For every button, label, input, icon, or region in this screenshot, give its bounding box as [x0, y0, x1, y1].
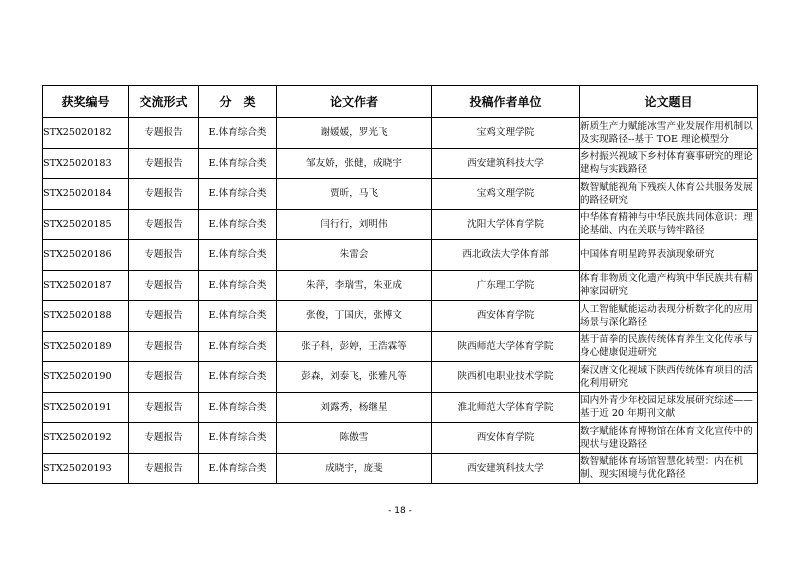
cell-format: 专题报告	[129, 179, 199, 210]
cell-institution: 西安体育学院	[432, 301, 580, 332]
table-row	[43, 270, 758, 301]
cell-format: 专题报告	[129, 362, 199, 393]
cell-title: 乡村振兴视域下乡村体育赛事研究的理论建构与实践路径	[580, 148, 758, 179]
table-row	[43, 148, 758, 179]
cell-category: E.体育综合类	[199, 118, 277, 149]
cell-format: 专题报告	[129, 209, 199, 240]
cell-title: 体育非物质文化遗产构筑中华民族共有精神家园研究	[580, 270, 758, 301]
cell-authors: 陈傲雪	[277, 423, 432, 454]
table-header-row	[43, 86, 758, 118]
cell-institution: 西安体育学院	[432, 423, 580, 454]
cell-format: 专题报告	[129, 148, 199, 179]
award-table	[42, 85, 758, 484]
header-institution: 投稿作者单位	[432, 86, 580, 118]
cell-institution: 宝鸡文理学院	[432, 118, 580, 149]
cell-award-id: STX25020193	[43, 453, 129, 484]
table-row	[43, 301, 758, 332]
cell-category: E.体育综合类	[199, 270, 277, 301]
cell-institution: 西北政法大学体育部	[432, 240, 580, 271]
cell-award-id: STX25020189	[43, 331, 129, 362]
cell-title: 基于苗拳的民族传统体育养生文化传承与身心健康促进研究	[580, 331, 758, 362]
cell-authors: 成晓宇，庞斐	[277, 453, 432, 484]
cell-institution: 陕西机电职业技术学院	[432, 362, 580, 393]
cell-institution: 宝鸡文理学院	[432, 179, 580, 210]
header-category: 分 类	[199, 86, 277, 118]
cell-title: 数字赋能体育博物馆在体育文化宣传中的现状与建设路径	[580, 423, 758, 454]
cell-category: E.体育综合类	[199, 301, 277, 332]
cell-category: E.体育综合类	[199, 453, 277, 484]
cell-format: 专题报告	[129, 270, 199, 301]
table-row	[43, 118, 758, 149]
cell-authors: 张俊，丁国庆，张博文	[277, 301, 432, 332]
cell-institution: 陕西师范大学体育学院	[432, 331, 580, 362]
cell-title: 数智赋能体育场馆智慧化转型：内在机制、现实困境与优化路径	[580, 453, 758, 484]
header-authors: 论文作者	[277, 86, 432, 118]
table-row	[43, 453, 758, 484]
cell-authors: 贾昕，马飞	[277, 179, 432, 210]
page-number: - 18 -	[388, 506, 412, 516]
cell-title: 人工智能赋能运动表现分析数字化的应用场景与深化路径	[580, 301, 758, 332]
cell-title: 秦汉唐文化视域下陕西传统体育项目的活化利用研究	[580, 362, 758, 393]
header-title: 论文题目	[580, 86, 758, 118]
table-row	[43, 423, 758, 454]
cell-title: 中国体育明星跨界表演现象研究	[580, 240, 758, 271]
cell-institution: 广东理工学院	[432, 270, 580, 301]
cell-award-id: STX25020191	[43, 392, 129, 423]
cell-category: E.体育综合类	[199, 392, 277, 423]
cell-format: 专题报告	[129, 331, 199, 362]
cell-format: 专题报告	[129, 392, 199, 423]
cell-authors: 朱雷会	[277, 240, 432, 271]
cell-authors: 闫行行，刘明伟	[277, 209, 432, 240]
cell-institution: 西安建筑科技大学	[432, 148, 580, 179]
cell-authors: 彭森，刘泰飞，张雅凡等	[277, 362, 432, 393]
cell-title: 数智赋能视角下残疾人体育公共服务发展的路径研究	[580, 179, 758, 210]
cell-authors: 张子科，彭婷，王浩霖等	[277, 331, 432, 362]
cell-award-id: STX25020185	[43, 209, 129, 240]
header-id: 获奖编号	[43, 86, 129, 118]
cell-title: 新质生产力赋能冰雪产业发展作用机制以及实现路径--基于 TOE 理论模型分	[580, 118, 758, 149]
cell-category: E.体育综合类	[199, 240, 277, 271]
cell-institution: 淮北师范大学体育学院	[432, 392, 580, 423]
cell-title: 中华体育精神与中华民族共同体意识：理论基础、内在关联与铸牢路径	[580, 209, 758, 240]
cell-award-id: STX25020186	[43, 240, 129, 271]
cell-institution: 西安建筑科技大学	[432, 453, 580, 484]
cell-category: E.体育综合类	[199, 179, 277, 210]
cell-format: 专题报告	[129, 240, 199, 271]
cell-category: E.体育综合类	[199, 209, 277, 240]
table-row	[43, 331, 758, 362]
cell-authors: 谢媛媛，罗光飞	[277, 118, 432, 149]
cell-authors: 刘露秀，杨继星	[277, 392, 432, 423]
table-row	[43, 240, 758, 271]
cell-award-id: STX25020188	[43, 301, 129, 332]
cell-authors: 朱萍，李瑞雪，朱亚成	[277, 270, 432, 301]
cell-award-id: STX25020183	[43, 148, 129, 179]
cell-title: 国内外青少年校园足球发展研究综述——基于近 20 年期刊文献	[580, 392, 758, 423]
cell-format: 专题报告	[129, 453, 199, 484]
cell-format: 专题报告	[129, 423, 199, 454]
cell-category: E.体育综合类	[199, 423, 277, 454]
table-row	[43, 392, 758, 423]
cell-award-id: STX25020182	[43, 118, 129, 149]
cell-award-id: STX25020187	[43, 270, 129, 301]
cell-format: 专题报告	[129, 118, 199, 149]
cell-category: E.体育综合类	[199, 148, 277, 179]
cell-award-id: STX25020184	[43, 179, 129, 210]
cell-institution: 沈阳大学体育学院	[432, 209, 580, 240]
cell-category: E.体育综合类	[199, 331, 277, 362]
cell-award-id: STX25020190	[43, 362, 129, 393]
header-format: 交流形式	[129, 86, 199, 118]
cell-category: E.体育综合类	[199, 362, 277, 393]
table-row	[43, 179, 758, 210]
table-row	[43, 362, 758, 393]
table-row	[43, 209, 758, 240]
cell-format: 专题报告	[129, 301, 199, 332]
cell-award-id: STX25020192	[43, 423, 129, 454]
cell-authors: 邹友娇，张健，成晓宇	[277, 148, 432, 179]
